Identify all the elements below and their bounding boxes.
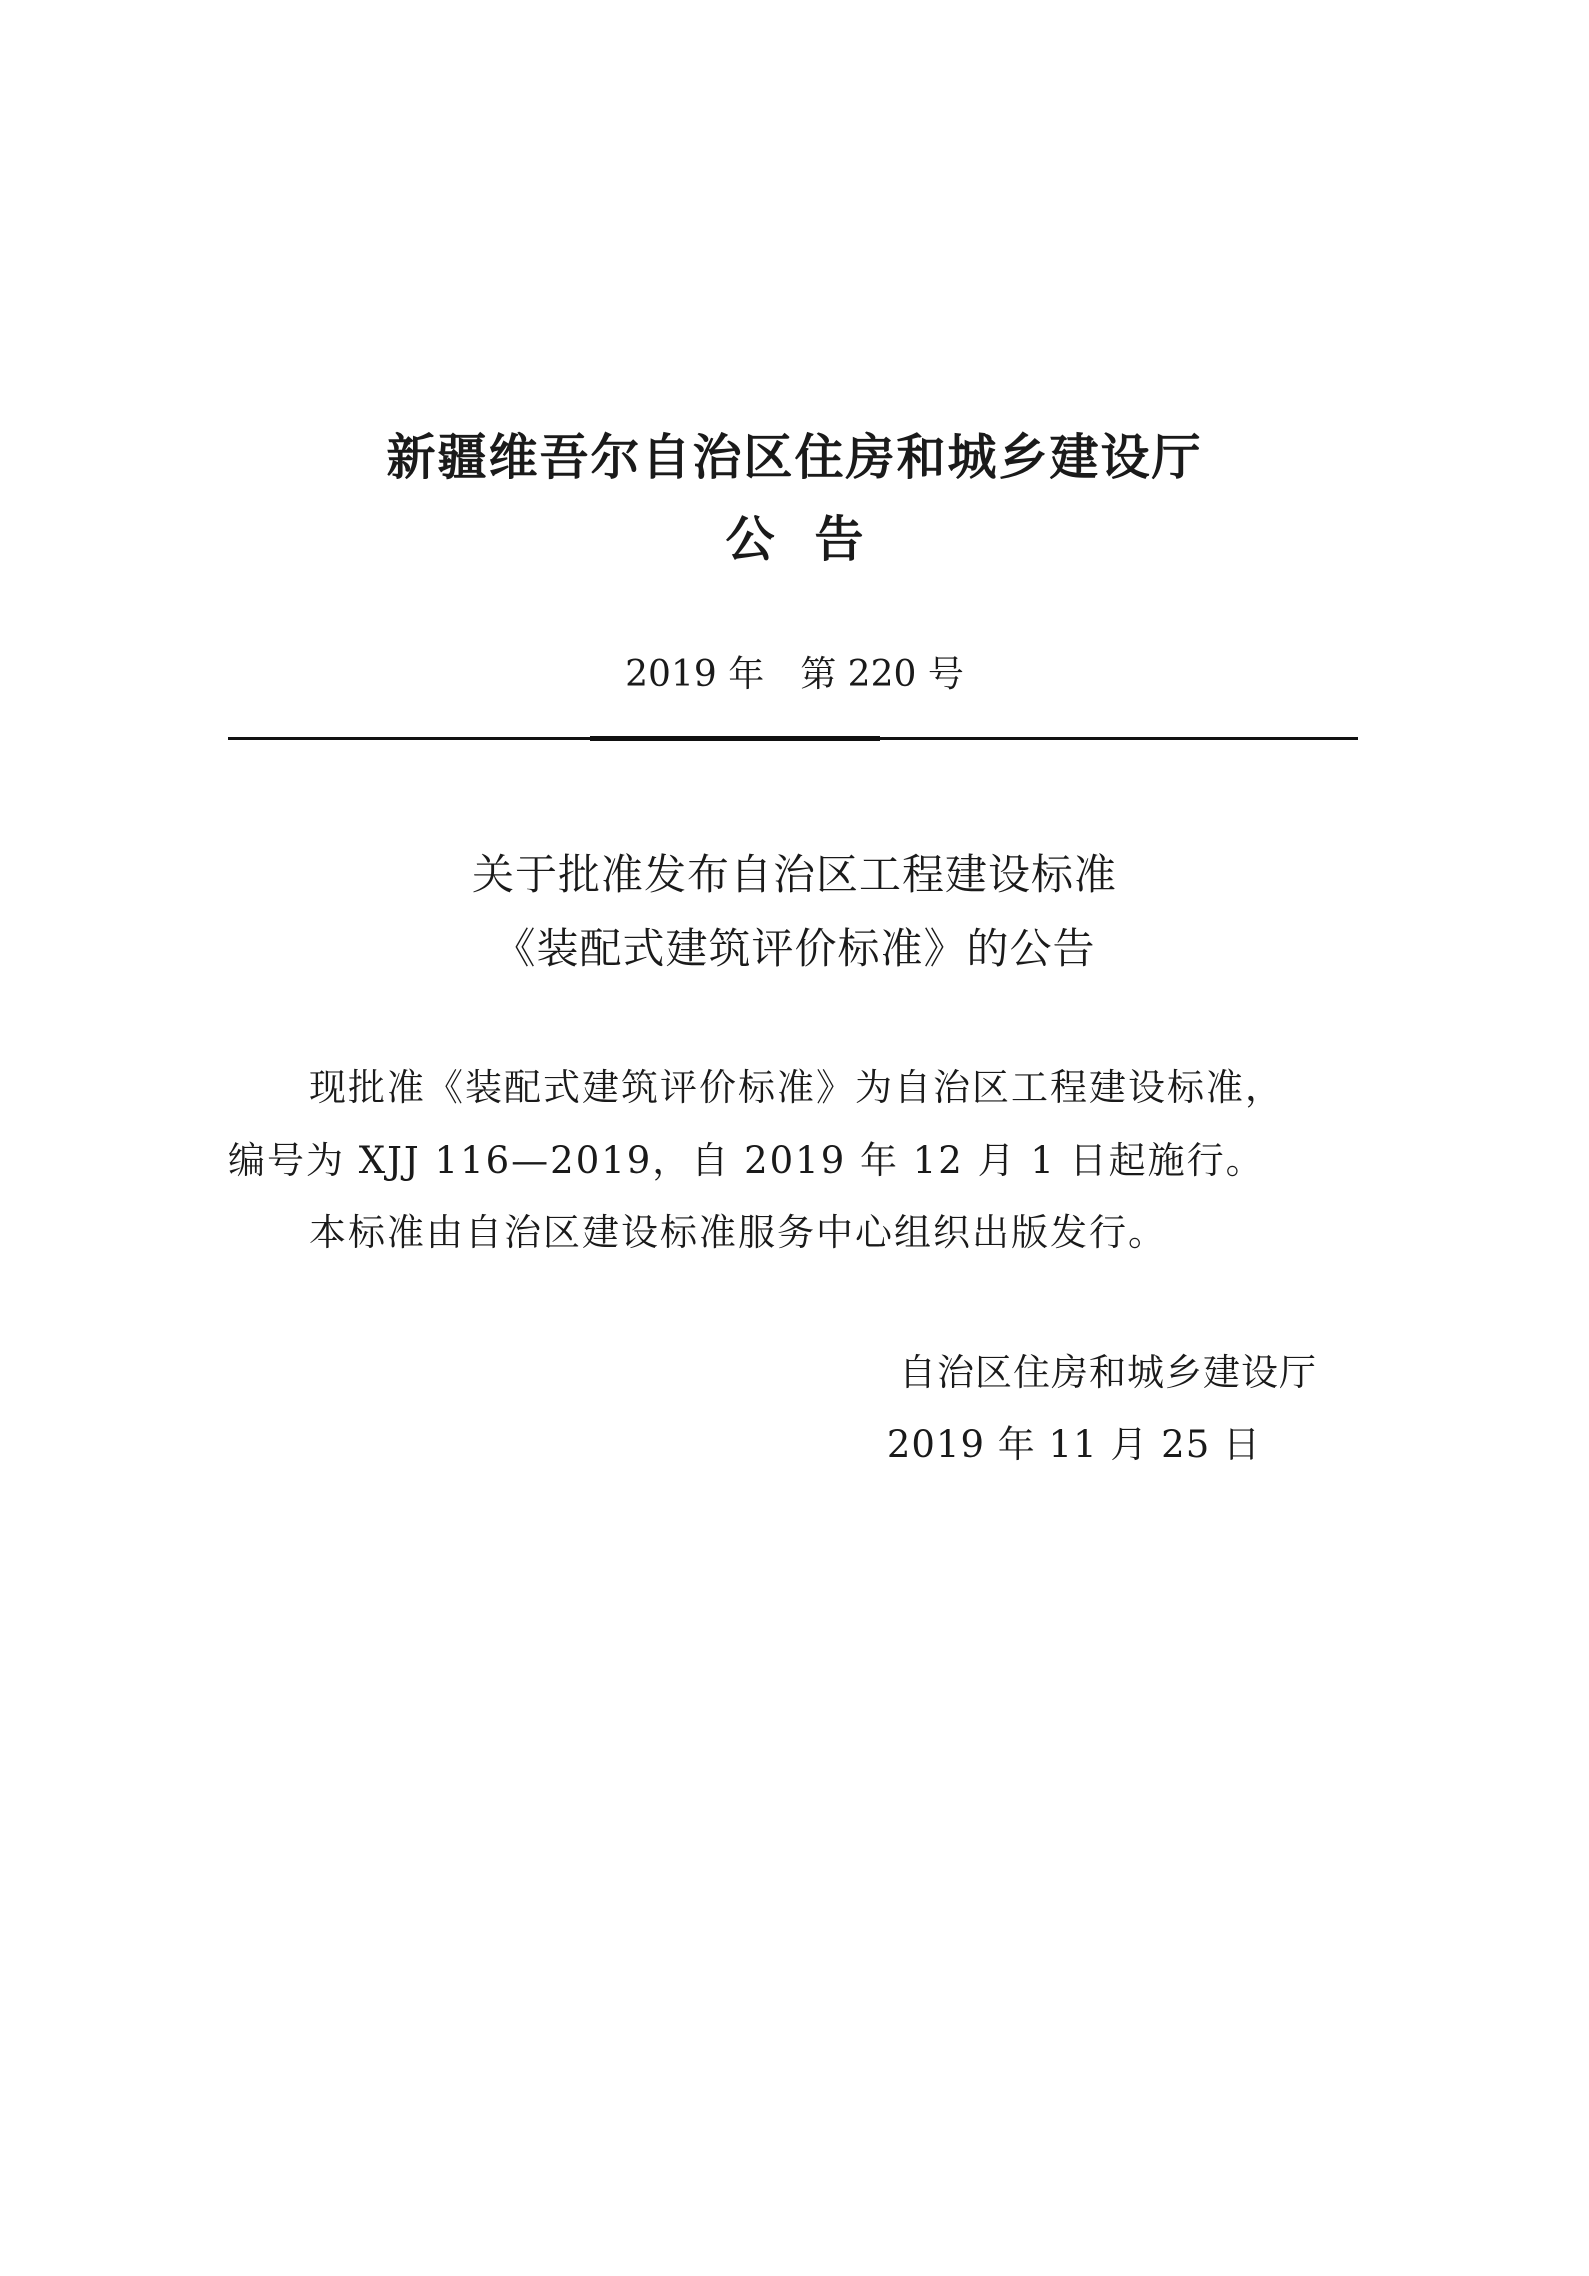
document-number-no: 第 220 号 (800, 654, 964, 695)
body-paragraph-2: 本标准由自治区建设标准服务中心组织出版发行。 (309, 1211, 1167, 1254)
body-paragraph-1-line-1: 现批准《装配式建筑评价标准》为自治区工程建设标准， (309, 1066, 1284, 1109)
signature-organization: 自治区住房和城乡建设厅 (899, 1351, 1317, 1394)
subject-line-1: 关于批准发布自治区工程建设标准 (471, 850, 1117, 899)
subject-line-2: 《装配式建筑评价标准》的公告 (493, 924, 1096, 973)
issuer-title: 新疆维吾尔自治区住房和城乡建设厅 (386, 429, 1203, 486)
document-type-title: 公告 (725, 511, 904, 568)
document-number (0, 652, 1589, 698)
header-divider-accent (590, 736, 880, 741)
body-paragraph-1-line-2: 编号为 XJJ 116—2019，自 2019 年 12 月 1 日起施行。 (228, 1139, 1265, 1182)
document-number-year: 2019 年 (625, 654, 765, 695)
signature-date: 2019 年 11 月 25 日 (886, 1423, 1261, 1466)
